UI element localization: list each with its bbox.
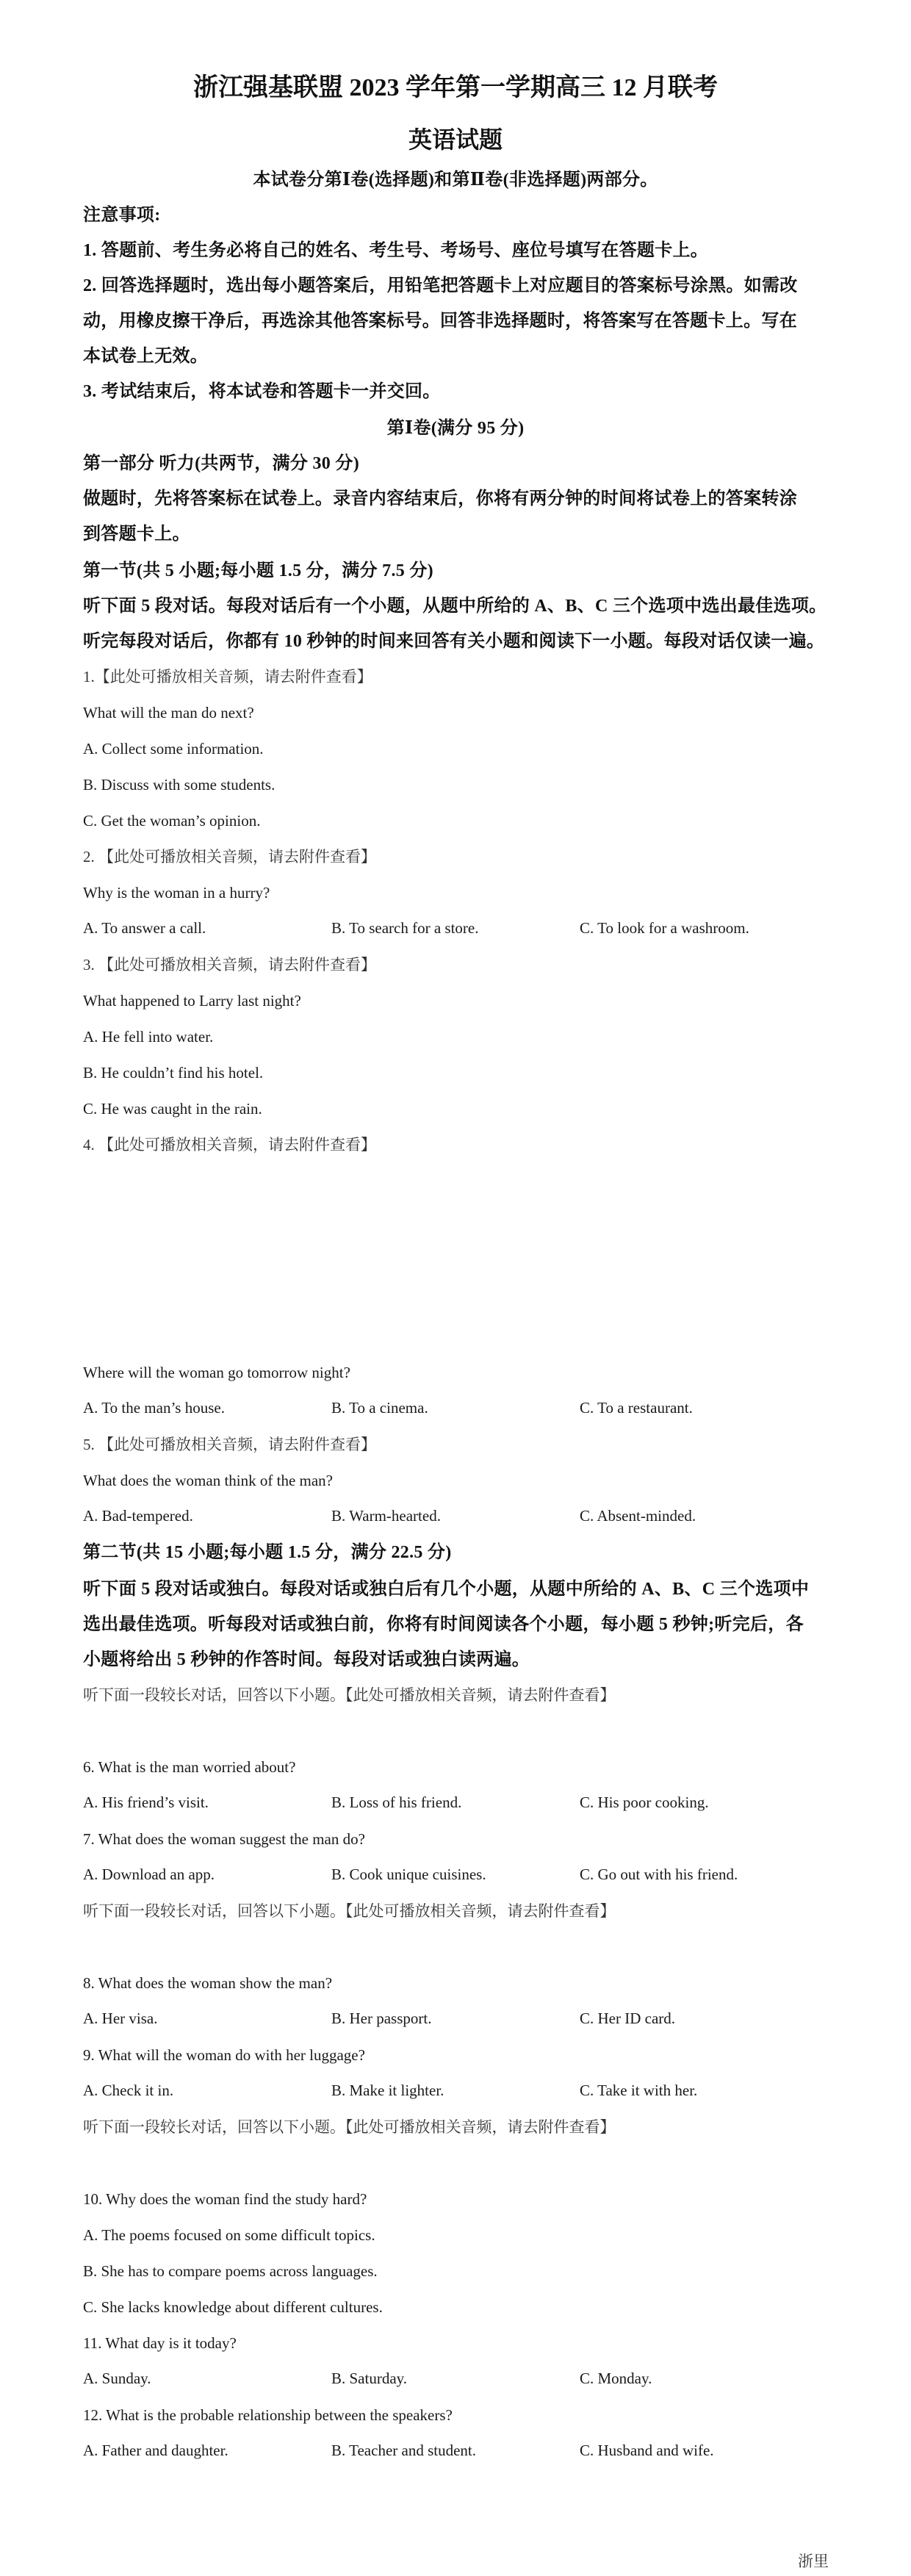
audio-tip-q1: 1.【此处可播放相关音频，请去附件查看】 bbox=[83, 668, 372, 686]
option-6a: A. His friend’s visit. bbox=[83, 1794, 209, 1811]
section2-instruction: 小题将给出 5 秒钟的作答时间。每段对话或独白读两遍。 bbox=[83, 1650, 530, 1669]
option-12b: B. Teacher and student. bbox=[331, 2442, 476, 2459]
audio-tip-q3: 3. 【此处可播放相关音频，请去附件查看】 bbox=[83, 956, 376, 974]
part1-heading: 第一部分 听力(共两节，满分 30 分) bbox=[83, 454, 359, 473]
option-11a: A. Sunday. bbox=[83, 2370, 151, 2387]
option-1b: B. Discuss with some students. bbox=[83, 776, 276, 794]
notice-line: 本试卷上无效。 bbox=[83, 347, 209, 366]
part1-instruction: 做题时，先将答案标在试卷上。录音内容结束后，你将有两分钟的时间将试卷上的答案转涂 bbox=[83, 489, 797, 508]
question-6: 6. What is the man worried about? bbox=[83, 1758, 296, 1776]
volume-heading: 第Ⅰ卷(满分 95 分) bbox=[386, 419, 525, 438]
question-2: Why is the woman in a hurry? bbox=[83, 884, 270, 902]
section1-instruction: 听完每段对话后，你都有 10 秒钟的时间来回答有关小题和阅读下一小题。每段对话仅读一遍。 bbox=[83, 632, 825, 651]
question-12: 12. What is the probable relationship between the speakers? bbox=[83, 2406, 453, 2424]
option-1a: A. Collect some information. bbox=[83, 740, 264, 758]
audio-tip-q5: 5. 【此处可播放相关音频，请去附件查看】 bbox=[83, 1436, 376, 1453]
long-dialogue-tip: 听下面一段较长对话，回答以下小题。【此处可播放相关音频，请去附件查看】 bbox=[83, 1686, 616, 1704]
section1-heading: 第一节(共 5 小题;每小题 1.5 分，满分 7.5 分) bbox=[83, 561, 433, 580]
option-3c: C. He was caught in the rain. bbox=[83, 1100, 262, 1118]
question-1: What will the man do next? bbox=[83, 704, 254, 722]
option-1c: C. Get the woman’s opinion. bbox=[83, 812, 261, 830]
section1-instruction: 听下面 5 段对话。每段对话后有一个小题，从题中所给的 A、B、C 三个选项中选出最佳选项。 bbox=[83, 597, 827, 616]
option-3b: B. He couldn’t find his hotel. bbox=[83, 1064, 264, 1082]
option-9c: C. Take it with her. bbox=[580, 2082, 698, 2099]
option-2c: C. To look for a washroom. bbox=[580, 919, 749, 937]
notice-line: 动，用橡皮擦干净后，再选涂其他答案标号。回答非选择题时，将答案写在答题卡上。写在 bbox=[83, 312, 797, 331]
exam-subtitle: 英语试题 bbox=[408, 126, 503, 153]
option-3a: A. He fell into water. bbox=[83, 1028, 214, 1046]
question-3: What happened to Larry last night? bbox=[83, 992, 301, 1010]
audio-tip-q4: 4. 【此处可播放相关音频，请去附件查看】 bbox=[83, 1136, 376, 1154]
notice-line: 3. 考试结束后，将本试卷和答题卡一并交回。 bbox=[83, 382, 441, 401]
option-11b: B. Saturday. bbox=[331, 2370, 408, 2387]
option-5c: C. Absent-minded. bbox=[580, 1507, 696, 1525]
notice-line: 1. 答题前、考生务必将自己的姓名、考生号、考场号、座位号填写在答题卡上。 bbox=[83, 241, 709, 260]
option-7a: A. Download an app. bbox=[83, 1866, 215, 1883]
part1-instruction: 到答题卡上。 bbox=[83, 525, 190, 544]
paper-note: 本试卷分第Ⅰ卷(选择题)和第Ⅱ卷(非选择题)两部分。 bbox=[253, 170, 658, 190]
option-12a: A. Father and daughter. bbox=[83, 2442, 228, 2459]
option-10a: A. The poems focused on some difficult topics. bbox=[83, 2226, 375, 2244]
question-11: 11. What day is it today? bbox=[83, 2334, 237, 2352]
option-6c: C. His poor cooking. bbox=[580, 1794, 709, 1811]
section2-heading: 第二节(共 15 小题;每小题 1.5 分，满分 22.5 分) bbox=[83, 1543, 452, 1562]
notice-heading: 注意事项: bbox=[83, 206, 161, 225]
question-4: Where will the woman go tomorrow night? bbox=[83, 1364, 350, 1381]
question-5: What does the woman think of the man? bbox=[83, 1472, 333, 1489]
option-10b: B. She has to compare poems across languages. bbox=[83, 2262, 378, 2280]
notice-line: 2. 回答选择题时，选出每小题答案后，用铅笔把答题卡上对应题目的答案标号涂黑。如需改 bbox=[83, 276, 798, 295]
long-dialogue-tip: 听下面一段较长对话，回答以下小题。【此处可播放相关音频，请去附件查看】 bbox=[83, 2118, 616, 2136]
corner-mark: 浙里 bbox=[798, 2552, 829, 2570]
question-9: 9. What will the woman do with her luggage? bbox=[83, 2046, 365, 2064]
option-4b: B. To a cinema. bbox=[331, 1399, 428, 1417]
option-2b: B. To search for a store. bbox=[331, 919, 479, 937]
option-11c: C. Monday. bbox=[580, 2370, 652, 2387]
option-9b: B. Make it lighter. bbox=[331, 2082, 444, 2099]
option-8a: A. Her visa. bbox=[83, 2010, 158, 2027]
long-dialogue-tip: 听下面一段较长对话，回答以下小题。【此处可播放相关音频，请去附件查看】 bbox=[83, 1902, 616, 1920]
option-12c: C. Husband and wife. bbox=[580, 2442, 714, 2459]
exam-title: 浙江强基联盟 2023 学年第一学期高三 12 月联考 bbox=[193, 74, 718, 101]
question-8: 8. What does the woman show the man? bbox=[83, 1974, 333, 1992]
option-7c: C. Go out with his friend. bbox=[580, 1866, 738, 1883]
option-8b: B. Her passport. bbox=[331, 2010, 432, 2027]
question-7: 7. What does the woman suggest the man do? bbox=[83, 1830, 365, 1848]
section2-instruction: 听下面 5 段对话或独白。每段对话或独白后有几个小题，从题中所给的 A、B、C 三个选项中 bbox=[83, 1580, 810, 1599]
option-10c: C. She lacks knowledge about different cultures. bbox=[83, 2298, 383, 2316]
option-5a: A. Bad-tempered. bbox=[83, 1507, 193, 1525]
section2-instruction: 选出最佳选项。听每段对话或独白前，你将有时间阅读各个小题，每小题 5 秒钟;听完后，各 bbox=[83, 1615, 804, 1634]
option-6b: B. Loss of his friend. bbox=[331, 1794, 462, 1811]
option-8c: C. Her ID card. bbox=[580, 2010, 676, 2027]
option-2a: A. To answer a call. bbox=[83, 919, 206, 937]
option-7b: B. Cook unique cuisines. bbox=[331, 1866, 486, 1883]
option-4c: C. To a restaurant. bbox=[580, 1399, 693, 1417]
option-5b: B. Warm-hearted. bbox=[331, 1507, 441, 1525]
option-4a: A. To the man’s house. bbox=[83, 1399, 225, 1417]
audio-tip-q2: 2. 【此处可播放相关音频，请去附件查看】 bbox=[83, 848, 376, 866]
question-10: 10. Why does the woman find the study hard? bbox=[83, 2190, 367, 2208]
option-9a: A. Check it in. bbox=[83, 2082, 174, 2099]
